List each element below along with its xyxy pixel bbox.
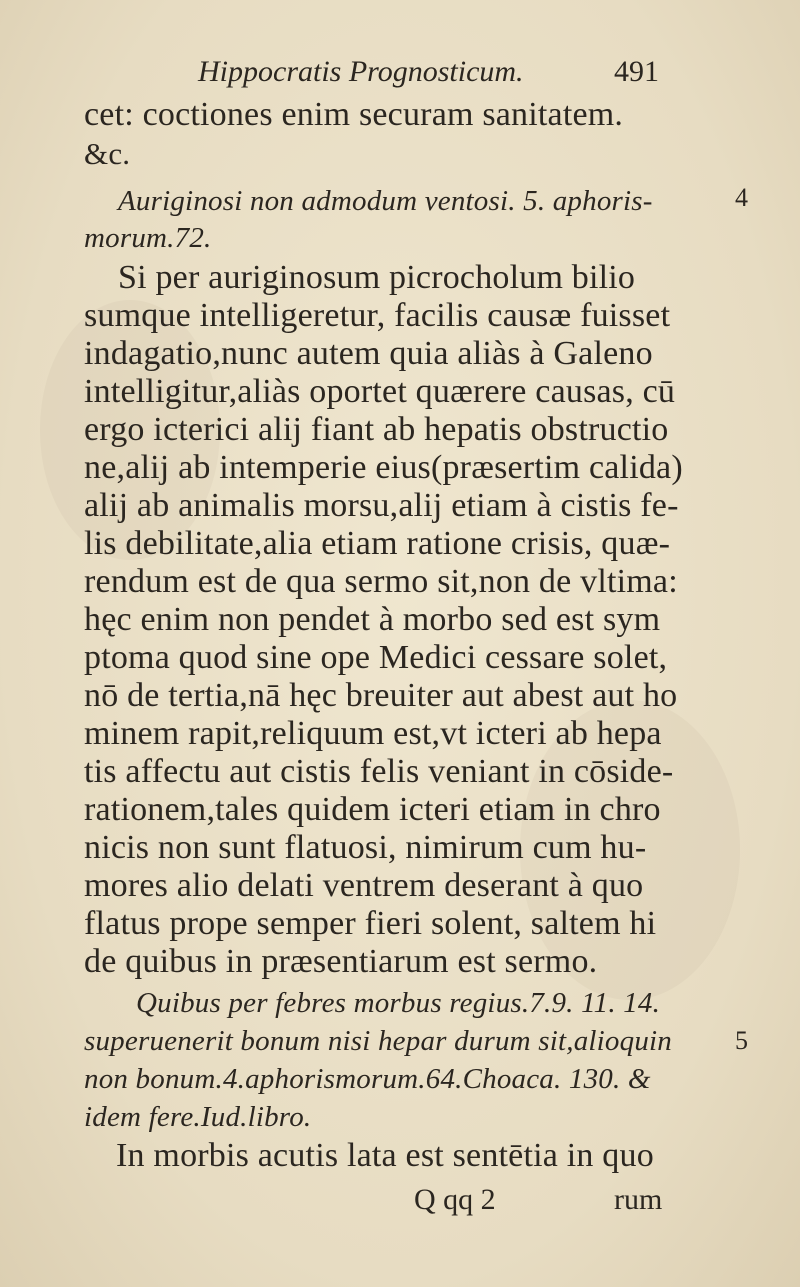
text-line: tis affectu aut cistis felis veniant in cōside-: [84, 753, 674, 790]
margin-number: 4: [735, 183, 748, 212]
text-line: ne,alij ab intemperie eius(præsertim calida): [84, 449, 683, 486]
signature-mark: Q qq 2: [414, 1183, 496, 1216]
text-line: minem rapit,reliquum est,vt icteri ab hepa: [84, 715, 662, 752]
page-header: [84, 52, 684, 92]
text-line: intelligitur,aliàs oportet quærere causas, cū: [84, 373, 676, 410]
text-line: idem fere.Iud.libro.: [84, 1101, 312, 1133]
text-line: flatus prope semper fieri solent, saltem hi: [84, 905, 657, 942]
text-line: cet: coctiones enim securam sanitatem.: [84, 96, 624, 133]
running-title: Hippocratis Prognosticum.: [198, 55, 524, 88]
text-line: indagatio,nunc autem quia aliàs à Galeno: [84, 335, 653, 372]
catchword: rum: [614, 1183, 663, 1216]
text-line: In morbis acutis lata est sentētia in quo: [116, 1137, 654, 1174]
text-line: Si per auriginosum picrocholum bilio: [118, 259, 636, 296]
text-line: Auriginosi non admodum ventosi. 5. aphoris-: [118, 185, 653, 217]
text-line: sumque intelligeretur, facilis causæ fuisset: [84, 297, 671, 334]
text-line: nicis non sunt flatuosi, nimirum cum hu-: [84, 829, 647, 866]
text-line: superuenerit bonum nisi hepar durum sit,alioquin: [84, 1025, 672, 1057]
page-number: 491: [614, 55, 659, 88]
text-line: ptoma quod sine ope Medici cessare solet,: [84, 639, 668, 676]
text-line: rendum est de qua sermo sit,non de vltima:: [84, 563, 678, 600]
text-line: lis debilitate,alia etiam ratione crisis, quæ-: [84, 525, 671, 562]
text-line: rationem,tales quidem icteri etiam in chro: [84, 791, 661, 828]
text-line: hęc enim non pendet à morbo sed est sym: [84, 601, 661, 638]
text-line: alij ab animalis morsu,alij etiam à cistis fe-: [84, 487, 679, 524]
text-line: Quibus per febres morbus regius.7.9. 11. 14.: [136, 987, 661, 1019]
text-line: ergo icterici alij fiant ab hepatis obstructio: [84, 411, 669, 448]
text-line: &c.: [84, 136, 131, 171]
text-line: nō de tertia,nā hęc breuiter aut abest aut ho: [84, 677, 678, 714]
text-line: morum.72.: [84, 222, 212, 254]
margin-number: 5: [735, 1026, 748, 1055]
text-line: non bonum.4.aphorismorum.64.Choaca. 130. &: [84, 1063, 651, 1095]
text-line: de quibus in præsentiarum est sermo.: [84, 943, 598, 980]
text-line: mores alio delati ventrem deserant à quo: [84, 867, 644, 904]
